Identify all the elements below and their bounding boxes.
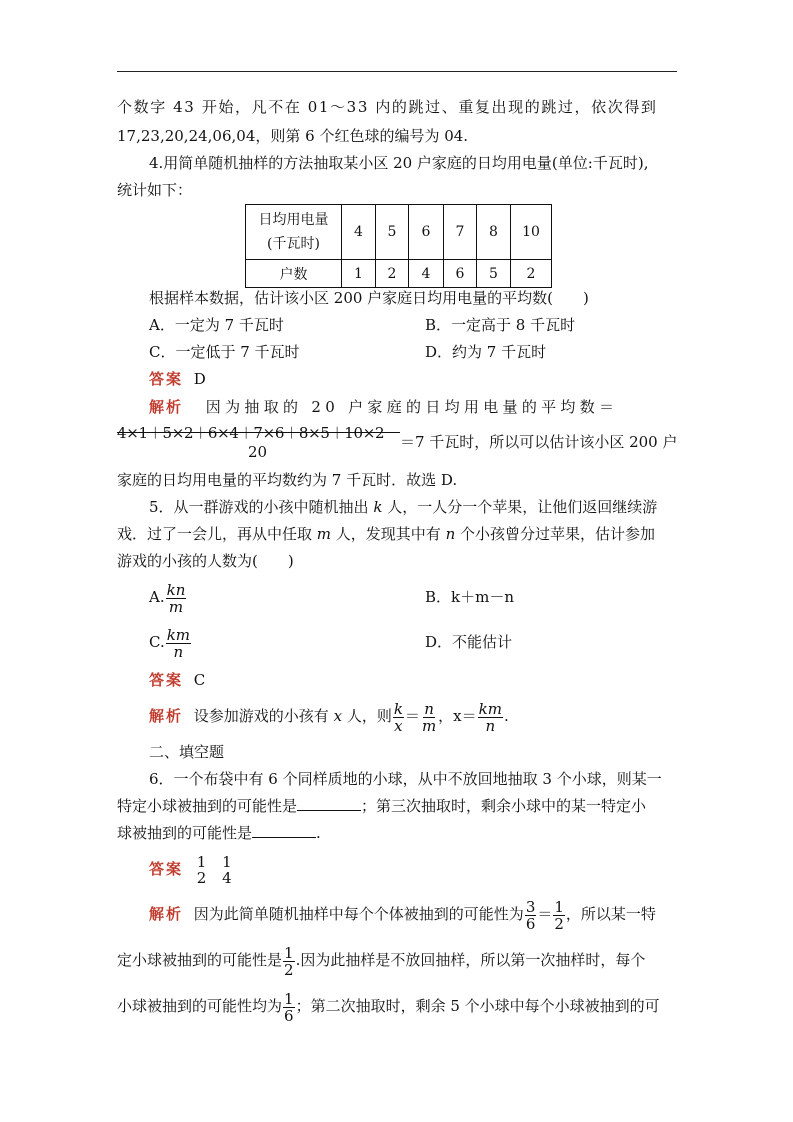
table-cell: 2 [511, 260, 552, 288]
table-cell: 6 [409, 205, 444, 260]
answer-value: D [193, 370, 206, 388]
option-c: C. $\frac{km}{n}$ [149, 625, 191, 661]
fraction-numerator: 4×1＋5×2＋6×4＋7×6＋8×5＋10×2 [117, 424, 385, 442]
fraction-denominator: 20 [248, 443, 268, 461]
q4-stem: 统计如下： [117, 181, 193, 199]
q6-stem: 特定小球被抽到的可能性是 ；第三次抽取时，剩余小球中的某一特定小 [117, 797, 647, 815]
explanation-line: 解析 因为此简单随机抽样中每个个体被抽到的可能性为 $\frac{3}{6}$ ＝ $\frac{1}{2}$ ，所以某一特 [149, 897, 656, 933]
header-rule [117, 71, 677, 72]
option-b: B．k＋m－n [425, 588, 514, 606]
option-a: A. $\frac{kn}{m}$ [149, 580, 186, 616]
table-header-cell: 日均用电量 (千瓦时) [246, 205, 342, 260]
answer-label: 答案 [149, 860, 184, 878]
q4-stem: 4.用简单随机抽样的方法抽取某小区 20 户家庭的日均用电量(单位:千瓦时), [149, 154, 649, 172]
text-line: 个数字 43 开始，凡不在 01～33 内的跳过、重复出现的跳过，依次得到 [117, 98, 658, 116]
option-d: D．约为 7 千瓦时 [425, 343, 547, 361]
answer-blank[interactable] [252, 823, 316, 838]
explanation-line: 小球被抽到的可能性均为 $\frac{1}{6}$ ；第二次抽取时，剩余 5 个小球中每个小球被抽到的可 [117, 989, 660, 1025]
explanation-label: 解析 [149, 707, 184, 725]
table-cell: 10 [511, 205, 552, 260]
explanation-text: 因为抽取的 20 户家庭的日均用电量的平均数＝ [205, 398, 619, 416]
table-cell: 8 [477, 205, 511, 260]
table-header-cell: 户数 [246, 260, 342, 288]
table-cell: 4 [409, 260, 444, 288]
option-a: A．一定为 7 千瓦时 [149, 316, 284, 334]
answer-value: C [193, 671, 206, 689]
fraction-bar [117, 432, 400, 433]
section-heading: 二、填空题 [149, 743, 225, 761]
table-cell: 5 [477, 260, 511, 288]
answer-line: 答案 1 2 1 4 [149, 853, 232, 887]
explanation-label: 解析 [149, 905, 184, 923]
explanation-line: 定小球被抽到的可能性是 $\frac{1}{2}$ .因为此抽样是不放回抽样，所以第一次抽样时，每个 [117, 943, 646, 979]
table-cell: 5 [376, 205, 409, 260]
option-c: C．一定低于 7 千瓦时 [149, 343, 300, 361]
table-cell: 7 [444, 205, 477, 260]
answer-blank[interactable] [297, 796, 361, 811]
q5-stem: 戏．过了一会儿，再从中任取 m 人，发现其中有 n 个小孩曾分过苹果，估计参加 [117, 525, 656, 543]
answer-label: 答案 [149, 370, 184, 388]
q6-stem: 6．一个布袋中有 6 个同样质地的小球，从中不放回地抽取 3 个小球，则某一 [149, 770, 662, 788]
table-cell: 4 [342, 205, 376, 260]
option-b: B．一定高于 8 千瓦时 [425, 316, 576, 334]
q6-stem: 球被抽到的可能性是 . [117, 824, 321, 842]
explanation-line [149, 397, 618, 417]
text-line: 17,23,20,24,06,04，则第 6 个红色球的编号为 04. [117, 127, 469, 145]
data-table [245, 204, 552, 288]
explanation-line: 解析 设参加游戏的小孩有 x 人，则 $\frac{k}{x}$ ＝ $\frac{n}{m}$ ，x＝ $\frac{km}{n}$ . [149, 699, 509, 735]
q5-stem: 游戏的小孩的人数为( ) [117, 552, 294, 570]
explanation-text: ＝7 千瓦时，所以可以估计该小区 200 户 [400, 433, 678, 451]
table-cell: 6 [444, 260, 477, 288]
answer-line [149, 369, 206, 389]
answer-label: 答案 [149, 671, 184, 689]
explanation-text: 家庭的日均用电量的平均数约为 7 千瓦时．故选 D. [117, 471, 458, 489]
option-d: D．不能估计 [425, 633, 513, 651]
q5-stem: 5．从一群游戏的小孩中随机抽出 k 人，一人分一个苹果，让他们返回继续游 [149, 498, 658, 516]
answer-line [149, 670, 205, 690]
table-cell: 2 [376, 260, 409, 288]
explanation-label: 解析 [149, 398, 184, 416]
table-cell: 1 [342, 260, 376, 288]
q4-question: 根据样本数据，估计该小区 200 户家庭日均用电量的平均数( ) [149, 289, 589, 307]
